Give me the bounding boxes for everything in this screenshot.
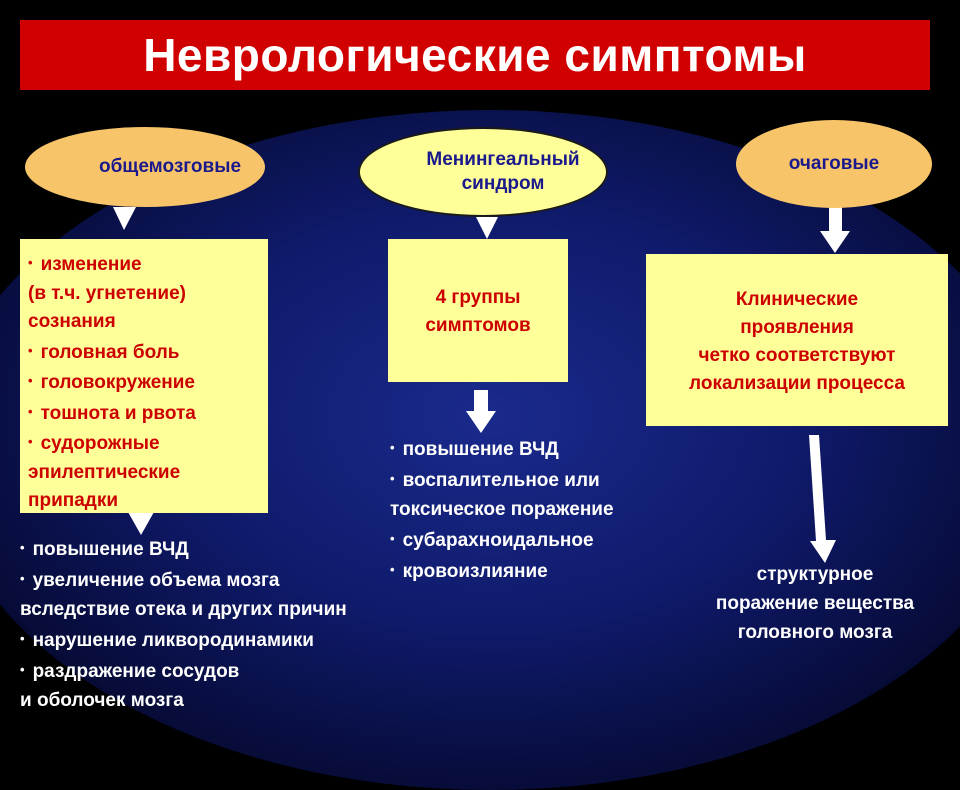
- focal-box-line: четко соответствуют: [698, 345, 896, 366]
- bullet-icon: •: [28, 434, 33, 449]
- general-cause-item: [20, 595, 480, 624]
- focal-box-text: [646, 286, 948, 398]
- general-symptom-item: [28, 459, 268, 488]
- meningeal-box-line: 4 группы: [435, 287, 521, 308]
- box-focal: [646, 254, 948, 426]
- oval-focal: [736, 120, 932, 208]
- general-symptom-item-text: (в т.ч. угнетение): [28, 282, 186, 304]
- arrow-down-left-top: [113, 207, 136, 230]
- general-cause-item: [20, 655, 480, 686]
- meningeal-causes-list: [390, 433, 710, 586]
- box-general-symptoms: [20, 239, 268, 513]
- oval-general-label: общемозговые: [98, 156, 242, 178]
- bullet-icon: •: [20, 571, 25, 586]
- meningeal-cause-item: [390, 495, 710, 524]
- general-symptom-item-text: изменение: [40, 254, 142, 275]
- general-cause-item-text: увеличение объема мозга: [32, 570, 280, 591]
- general-symptom-item: [28, 398, 268, 429]
- focal-result-line: головного мозга: [737, 622, 893, 643]
- general-cause-item: [20, 624, 480, 655]
- focal-result-text: [670, 560, 960, 647]
- general-symptom-item: [28, 367, 268, 398]
- bullet-icon: •: [28, 255, 33, 270]
- box-meningeal: [388, 239, 568, 382]
- arrow-down-right-bottom: [809, 435, 836, 563]
- general-cause-item: [20, 686, 480, 715]
- meningeal-cause-item: [390, 555, 710, 586]
- bullet-icon: •: [390, 471, 395, 486]
- meningeal-cause-item-text: повышение ВЧД: [402, 439, 559, 460]
- general-symptoms-list: [28, 249, 268, 516]
- general-symptom-item: [28, 428, 268, 459]
- general-symptom-item: [28, 280, 268, 309]
- arrow-down-right-top: [820, 207, 850, 253]
- bullet-icon: •: [20, 662, 25, 677]
- meningeal-cause-item-text: кровоизлияние: [402, 561, 548, 582]
- focal-box-line: Клинические: [735, 289, 859, 310]
- focal-box-line: проявления: [740, 317, 854, 338]
- arrow-down-middle-top: [476, 217, 498, 239]
- general-cause-item-text: повышение ВЧД: [32, 539, 189, 560]
- oval-focal-label: очаговые: [788, 153, 880, 175]
- general-symptom-item: [28, 487, 268, 516]
- bullet-icon: •: [390, 440, 395, 455]
- oval-meningeal: [358, 127, 608, 217]
- general-cause-item-text: нарушение ликвородинамики: [32, 630, 314, 651]
- meningeal-box-text: [388, 284, 568, 340]
- bullet-icon: •: [390, 562, 395, 577]
- general-symptom-item: [28, 337, 268, 368]
- general-symptom-item-text: головная боль: [40, 341, 180, 363]
- general-cause-item-text: и оболочек мозга: [20, 690, 184, 711]
- bullet-icon: •: [28, 342, 33, 358]
- bullet-icon: •: [28, 373, 33, 388]
- bullet-icon: •: [20, 540, 25, 555]
- bullet-icon: •: [390, 531, 395, 546]
- general-symptom-item: [28, 308, 268, 337]
- focal-result-line: структурное: [756, 564, 874, 585]
- meningeal-cause-item-text: токсическое поражение: [390, 499, 614, 520]
- general-symptom-item-text: припадки: [28, 490, 119, 511]
- oval-meningeal-label: Менингеальный синдром: [426, 149, 580, 194]
- meningeal-cause-item: [390, 433, 710, 464]
- general-symptom-item-text: тошнота и рвота: [40, 402, 196, 424]
- focal-box-line: локализации процесса: [689, 373, 905, 394]
- meningeal-causes: [390, 433, 710, 586]
- meningeal-cause-item: [390, 464, 710, 495]
- oval-general: [25, 127, 265, 207]
- meningeal-cause-item-text: субарахноидальное: [402, 530, 594, 551]
- page-title: Неврологические симптомы: [143, 29, 807, 81]
- meningeal-cause-item-text: воспалительное или: [402, 470, 600, 491]
- general-symptom-item-text: головокружение: [40, 372, 195, 393]
- bullet-icon: •: [28, 403, 33, 419]
- meningeal-box-line: симптомов: [425, 315, 531, 336]
- general-symptom-item: [28, 249, 268, 280]
- focal-result-line: поражение вещества: [715, 593, 915, 614]
- general-cause-item-text: раздражение сосудов: [32, 661, 240, 682]
- bullet-icon: •: [20, 631, 25, 646]
- general-symptom-item-text: эпилептические: [28, 461, 181, 483]
- general-symptom-item-text: судорожные: [40, 433, 160, 454]
- general-cause-item-text: вследствие отека и других причин: [20, 599, 347, 620]
- general-symptom-item-text: сознания: [28, 311, 116, 332]
- arrow-down-middle-bottom: [466, 390, 496, 433]
- meningeal-cause-item: [390, 524, 710, 555]
